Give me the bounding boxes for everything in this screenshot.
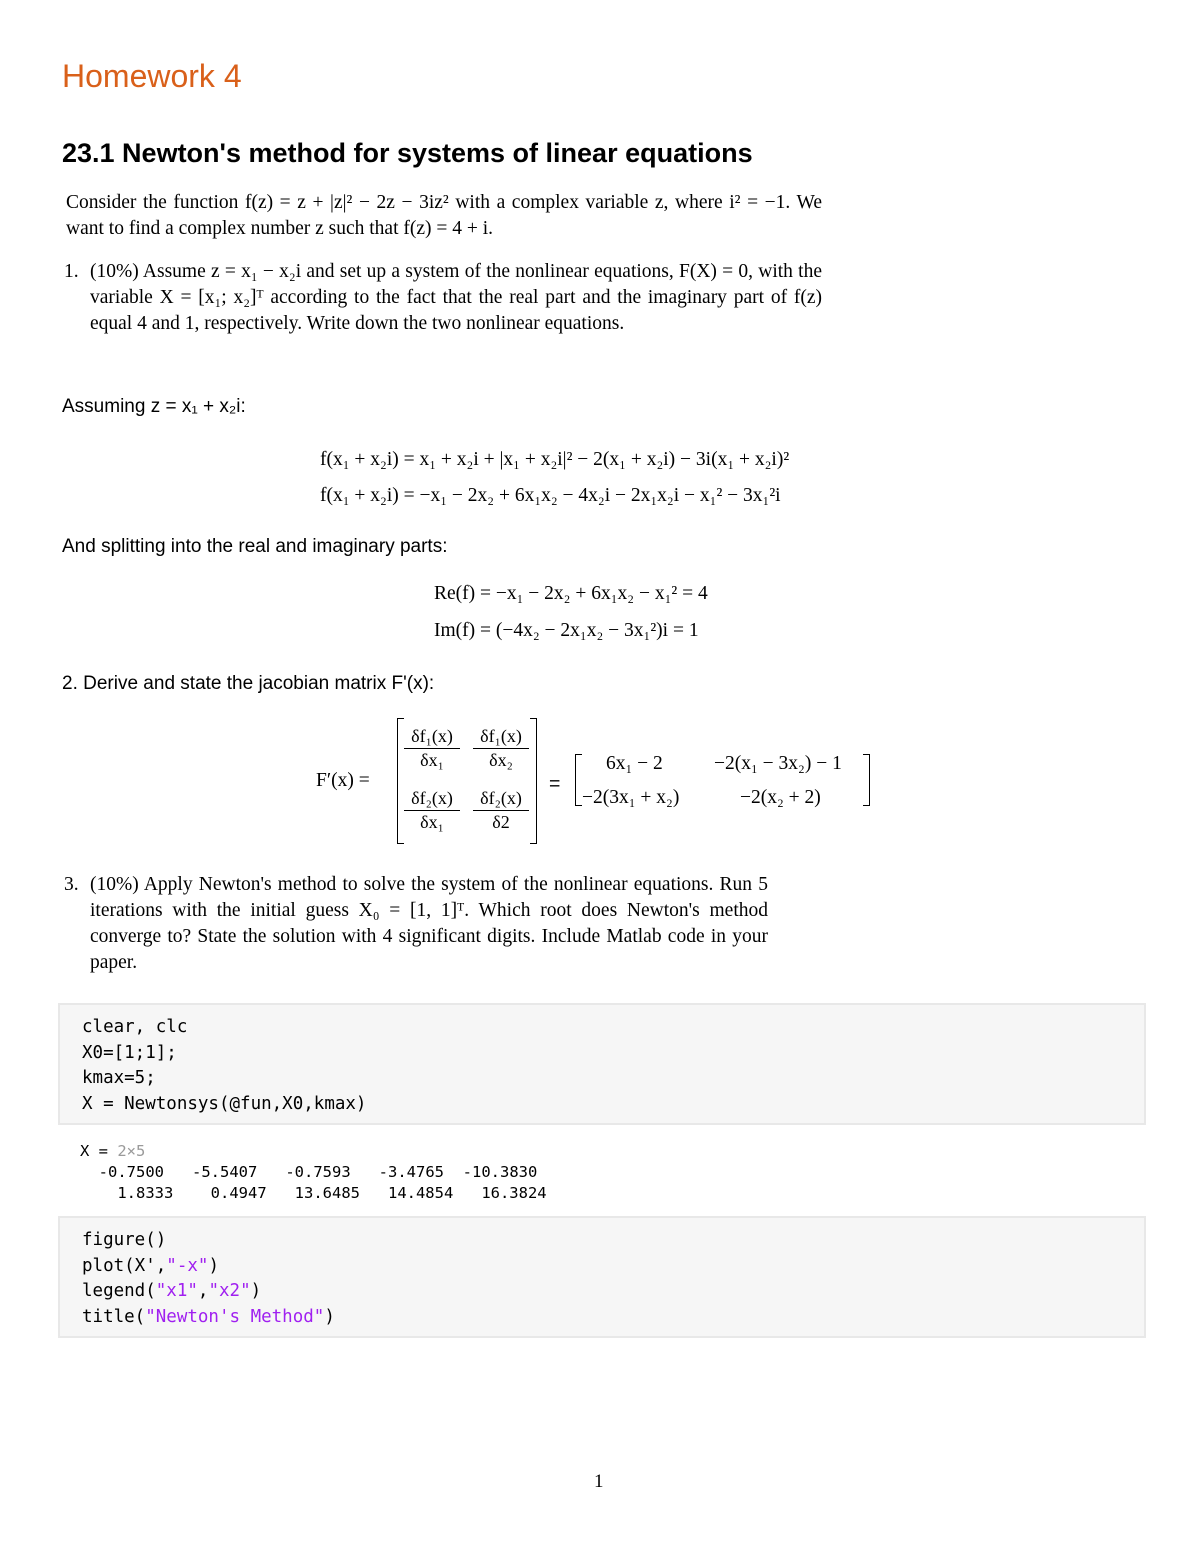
assuming-text: Assuming z = x₁ + x₂i: bbox=[62, 396, 246, 417]
code-line: X0=[1;1]; bbox=[82, 1042, 177, 1063]
page-number: 1 bbox=[594, 1471, 604, 1492]
code-line: kmax=5; bbox=[82, 1068, 156, 1088]
code-line: legend("x1","x2") bbox=[82, 1281, 262, 1301]
code-block-newton[interactable] bbox=[58, 1003, 1146, 1125]
right-bracket-outer bbox=[530, 718, 537, 844]
equation-expand-1: f(x₁ + x₂i) = x₁ + x₂i + |x₁ + x₂i|² − 2(x₁ + x₂i) − 3i(x₁ + x₂i)² bbox=[320, 449, 790, 470]
document-title: Homework 4 bbox=[62, 58, 242, 94]
output-cell: 14.4854 bbox=[387, 1184, 454, 1202]
partial-f2-x1: $\frac{\text{δf₂(x)}}{\text{δx₁}}$ bbox=[404, 788, 460, 833]
left-bracket-inner bbox=[575, 754, 582, 806]
partial-f1-x2: $\frac{\text{δf₁(x)}}{\text{δx₂}}$ bbox=[473, 726, 529, 771]
output-cell: 16.3824 bbox=[481, 1184, 547, 1202]
output-cell: 1.8333 bbox=[117, 1184, 174, 1202]
question-1-number: 1. bbox=[64, 261, 79, 282]
output-cell: -0.7500 bbox=[98, 1163, 164, 1181]
output-dims: 2×5 bbox=[117, 1142, 146, 1160]
jacobian-lhs: F′(x) = bbox=[316, 770, 370, 791]
question-3-text: (10%) Apply Newton's method to solve the system of the nonlinear equations. Run 5 iterations with the initial guess X₀ = [1, 1]ᵀ. Which root does Newton's method converge to? State the solution with 4 significant digits. Include Matlab code in your paper. bbox=[90, 874, 768, 973]
code-line: clear, clc bbox=[82, 1017, 188, 1037]
jacobian-m11: 6x₁ − 2 bbox=[606, 753, 663, 774]
section-heading: 23.1 Newton's method for systems of linear equations bbox=[62, 138, 753, 168]
code-line: X = Newtonsys(@fun,X0,kmax) bbox=[82, 1093, 367, 1114]
derive-jacobian-text: 2. Derive and state the jacobian matrix F'(x): bbox=[62, 673, 435, 694]
output-cell: -5.5407 bbox=[192, 1163, 258, 1181]
code-block-plot[interactable] bbox=[58, 1216, 1146, 1338]
partial-f2-x2: $\frac{\text{δf₂(x)}}{\delta 2}$ bbox=[473, 788, 529, 833]
question-3-number: 3. bbox=[64, 874, 79, 895]
output-label: X = bbox=[80, 1142, 118, 1160]
output-cell: -10.3830 bbox=[462, 1163, 538, 1181]
question-1 bbox=[64, 259, 822, 337]
question-1-text: (10%) Assume z = x₁ − x₂i and set up a system of the nonlinear equations, F(X) = 0, with the variable X = [x₁; x₂]ᵀ according to the fact that the real part and the imaginary part of f(z) equal 4 and 1, respectively. Write down the two nonlinear equations. bbox=[90, 261, 822, 334]
output-cell: 13.6485 bbox=[294, 1184, 360, 1202]
equation-real-part: Re(f) = −x₁ − 2x₂ + 6x₁x₂ − x₁² = 4 bbox=[434, 583, 708, 604]
output-cell: 0.4947 bbox=[210, 1184, 267, 1202]
intro-paragraph: Consider the function f(z) = z + |z|² − 2z − 3iz² with a complex variable z, where i² = −1. We want to find a complex number z such that f(z) = 4 + i. bbox=[66, 192, 822, 239]
splitting-text: And splitting into the real and imaginary parts: bbox=[62, 536, 448, 557]
output-cell: -3.4765 bbox=[378, 1163, 444, 1181]
code-line: title("Newton's Method") bbox=[82, 1306, 335, 1327]
jacobian-equals: = bbox=[549, 773, 561, 795]
jacobian-m12: −2(x₁ − 3x₂) − 1 bbox=[714, 753, 842, 774]
jacobian-m22: −2(x₂ + 2) bbox=[740, 787, 821, 808]
right-bracket-inner bbox=[863, 754, 870, 806]
jacobian-m21: −2(3x₁ + x₂) bbox=[582, 787, 680, 808]
equation-imaginary-part: Im(f) = (−4x₂ − 2x₁x₂ − 3x₁²)i = 1 bbox=[434, 620, 699, 641]
output-cell: -0.7593 bbox=[285, 1163, 351, 1181]
code-line: figure() bbox=[82, 1230, 167, 1250]
output-block bbox=[80, 1141, 547, 1204]
left-bracket-outer bbox=[397, 718, 404, 844]
equation-expand-2: f(x₁ + x₂i) = −x₁ − 2x₂ + 6x₁x₂ − 4x₂i − 2x₁x₂i − x₁² − 3x₁²i bbox=[320, 485, 781, 506]
question-3 bbox=[64, 872, 768, 976]
partial-f1-x1: $\frac{\text{δf₁(x)}}{\text{δx₁}}$ bbox=[404, 726, 460, 771]
code-line: plot(X',"-x") bbox=[82, 1255, 219, 1276]
